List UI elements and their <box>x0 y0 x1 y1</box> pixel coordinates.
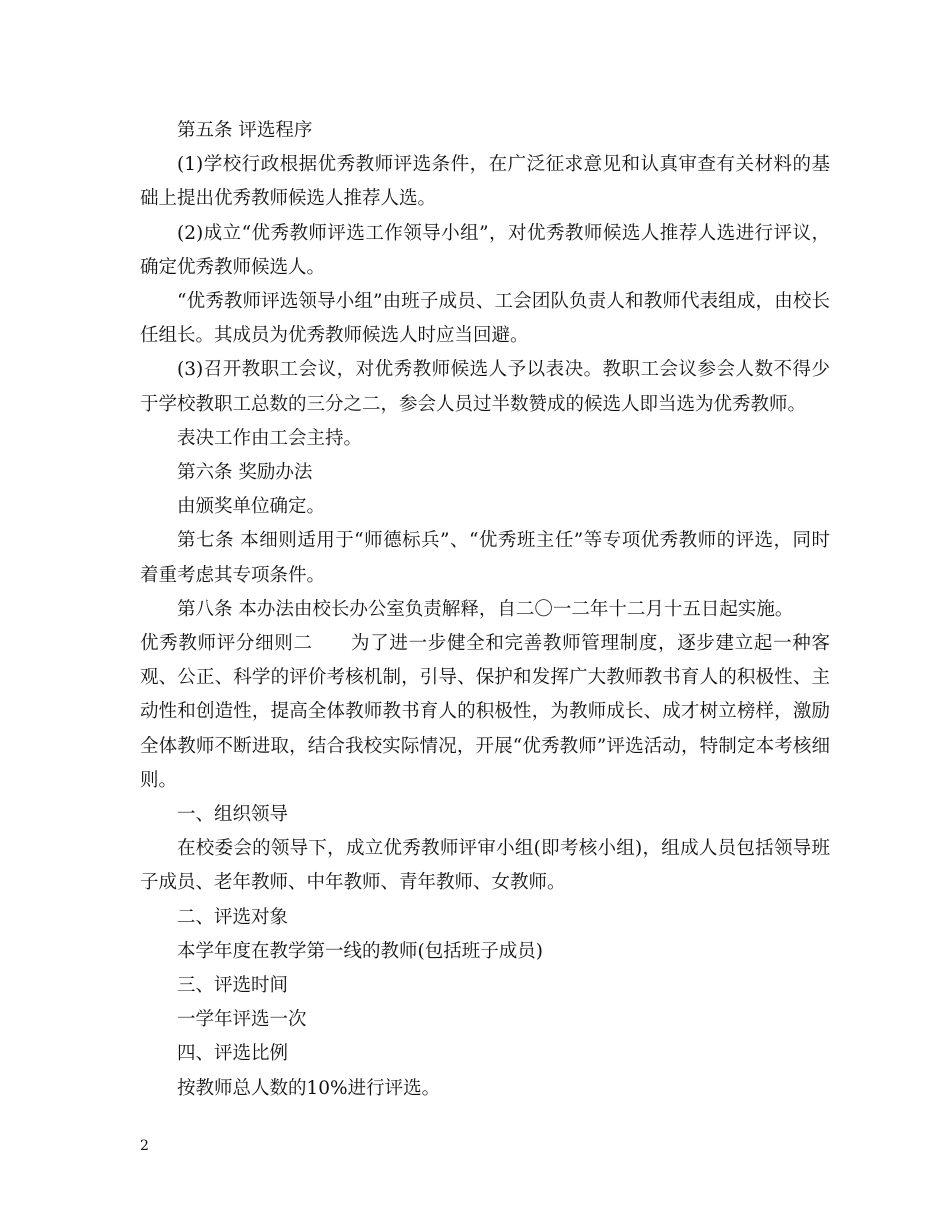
paragraph: (3)召开教职工会议，对优秀教师候选人予以表决。教职工会议参会人数不得少于学校教职工总数的三分之二，参会人员过半数赞成的候选人即当选为优秀教师。 <box>140 359 830 415</box>
section-heading: 一、组织领导 <box>177 804 289 826</box>
paragraph: (1)学校行政根据优秀教师评选条件，在广泛征求意见和认真审查有关材料的基础上提出优秀教师候选人推荐人选。 <box>140 154 830 210</box>
section-heading: 二、评选对象 <box>177 906 289 928</box>
paragraph: “优秀教师评选领导小组”由班子成员、工会团队负责人和教师代表组成，由校长任组长。其成员为优秀教师候选人时应当回避。 <box>140 291 830 347</box>
paragraph: 在校委会的领导下，成立优秀教师评审小组(即考核小组)，组成人员包括领导班子成员、老年教师、中年教师、青年教师、女教师。 <box>140 838 830 894</box>
paragraph: 第七条 本细则适用于“师德标兵”、“优秀班主任”等专项优秀教师的评选，同时着重考虑其专项条件。 <box>140 530 830 586</box>
section-heading: 第六条 奖励办法 <box>177 462 313 484</box>
paragraph: 第八条 本办法由校长办公室负责解释，自二〇一二年十二月十五日起实施。 <box>177 598 794 620</box>
paragraph: 一学年评选一次 <box>177 1009 307 1031</box>
section-heading: 三、评选时间 <box>177 975 289 997</box>
paragraph: 第五条 评选程序 <box>177 120 313 141</box>
paragraph: 由颁奖单位确定。 <box>177 496 326 518</box>
paragraph: 优秀教师评分细则二 为了进一步健全和完善教师管理制度，逐步建立起一种客观、公正、科学的评价考核机制，引导、保护和发挥广大教师教书育人的积极性、主动性和创造性，提高全体教师教书育人的积极性，为教师成长、成才树立榜样，激励全体教师不断进取，结合我校实际情况，开展“优秀教师”评选活动，特制定本考核细则。 <box>140 633 830 791</box>
section-heading: 四、评选比例 <box>177 1043 289 1065</box>
paragraph: 按教师总人数的10%进行评选。 <box>177 1077 441 1099</box>
paragraph: (2)成立“优秀教师评选工作领导小组”，对优秀教师候选人推荐人选进行评议，确定优秀教师候选人。 <box>140 222 830 278</box>
paragraph: 本学年度在教学第一线的教师(包括班子成员) <box>177 940 543 962</box>
paragraph: 表决工作由工会主持。 <box>177 427 363 449</box>
page-number: 2 <box>140 1138 149 1154</box>
document-body <box>140 114 830 1106</box>
